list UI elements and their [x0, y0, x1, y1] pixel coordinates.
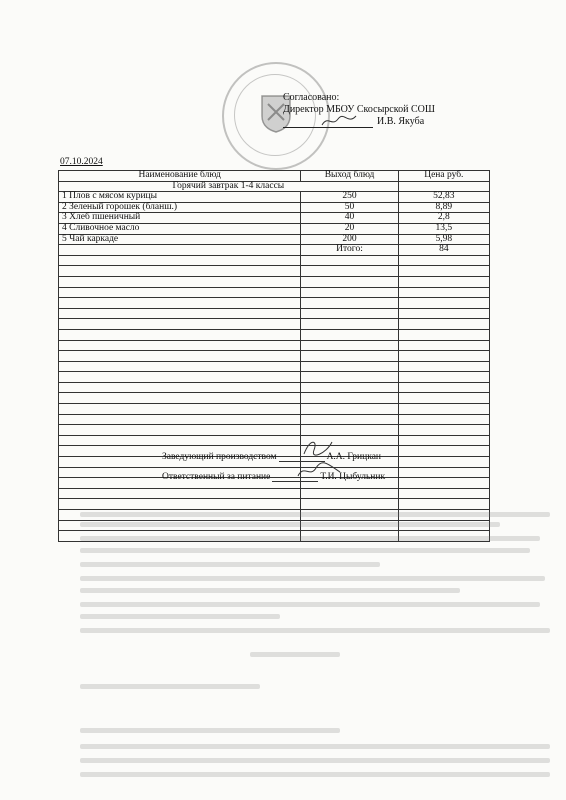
- empty-row: [59, 329, 490, 340]
- empty-row: [59, 435, 490, 446]
- dish-price: 13,5: [398, 223, 489, 234]
- bleed-through-line: [80, 562, 380, 567]
- bleed-through-line: [80, 628, 550, 633]
- dish-name: 4 Сливочное масло: [59, 223, 301, 234]
- dish-name: 2 Зеленый горошек (бланш.): [59, 202, 301, 213]
- table-row: [59, 223, 490, 234]
- director-name: И.В. Якуба: [377, 116, 425, 127]
- empty-row: [59, 351, 490, 362]
- empty-row: [59, 499, 490, 510]
- bleed-through-line: [80, 588, 460, 593]
- bleed-through-line: [80, 758, 550, 763]
- manager-label: Заведующий производством: [162, 452, 277, 462]
- manager-signature: [300, 436, 336, 460]
- empty-row: [59, 393, 490, 404]
- header-output: Выход блюд: [301, 171, 398, 182]
- menu-table: [58, 170, 490, 542]
- empty-row: [59, 488, 490, 499]
- empty-row: [59, 361, 490, 372]
- table-row: [59, 213, 490, 224]
- dish-name: 3 Хлеб пшеничный: [59, 213, 301, 224]
- director-signature: [320, 113, 360, 129]
- empty-row: [59, 298, 490, 309]
- manager-name: А.А. Грицкан: [326, 452, 381, 462]
- table-row: [59, 234, 490, 245]
- bleed-through-line: [80, 772, 550, 777]
- approval-title: Согласовано:: [283, 92, 340, 103]
- dish-output: 40: [301, 213, 398, 224]
- total-value: 84: [398, 245, 489, 256]
- bleed-through-line: [80, 728, 340, 733]
- empty-row: [59, 425, 490, 436]
- manager-signature-row: [162, 452, 381, 462]
- empty-row: [59, 340, 490, 351]
- empty-row: [59, 404, 490, 415]
- total-row: [59, 245, 490, 256]
- empty-row: [59, 414, 490, 425]
- bleed-through-line: [80, 522, 500, 527]
- bleed-through-line: [80, 744, 550, 749]
- bleed-through-line: [80, 614, 280, 619]
- bleed-through-line: [80, 512, 550, 517]
- responsible-signature: [296, 460, 342, 482]
- dish-price: 52,83: [398, 192, 489, 203]
- empty-row: [59, 319, 490, 330]
- dish-output: 20: [301, 223, 398, 234]
- dish-output: 200: [301, 234, 398, 245]
- total-label: Итого:: [301, 245, 398, 256]
- header-price: Цена руб.: [398, 171, 489, 182]
- header-dish-name: Наименование блюд: [59, 171, 301, 182]
- empty-row: [59, 266, 490, 277]
- dish-price: 2,8: [398, 213, 489, 224]
- bleed-through-line: [80, 576, 545, 581]
- dish-name: 1 Плов с мясом курицы: [59, 192, 301, 203]
- bleed-through-line: [250, 652, 340, 657]
- dish-price: 8,89: [398, 202, 489, 213]
- responsible-label: Ответственный за питание: [162, 472, 271, 482]
- bleed-through-line: [80, 684, 260, 689]
- empty-row: [59, 276, 490, 287]
- dish-output: 250: [301, 192, 398, 203]
- dish-output: 50: [301, 202, 398, 213]
- empty-row: [59, 382, 490, 393]
- responsible-name: Т.И. Цыбульник: [320, 472, 386, 482]
- empty-row: [59, 255, 490, 266]
- table-row: [59, 192, 490, 203]
- document-date: 07.10.2024: [60, 157, 103, 167]
- dish-price: 5,98: [398, 234, 489, 245]
- section-title: Горячий завтрак 1-4 классы: [59, 181, 399, 192]
- dish-name: 5 Чай каркаде: [59, 234, 301, 245]
- responsible-signature-row: [162, 472, 385, 482]
- bleed-through-line: [80, 548, 530, 553]
- empty-row: [59, 308, 490, 319]
- bleed-through-line: [80, 602, 540, 607]
- empty-row: [59, 287, 490, 298]
- empty-row: [59, 372, 490, 383]
- bleed-through-line: [80, 536, 540, 541]
- approval-position: Директор МБОУ Скосырской СОШ: [283, 104, 435, 115]
